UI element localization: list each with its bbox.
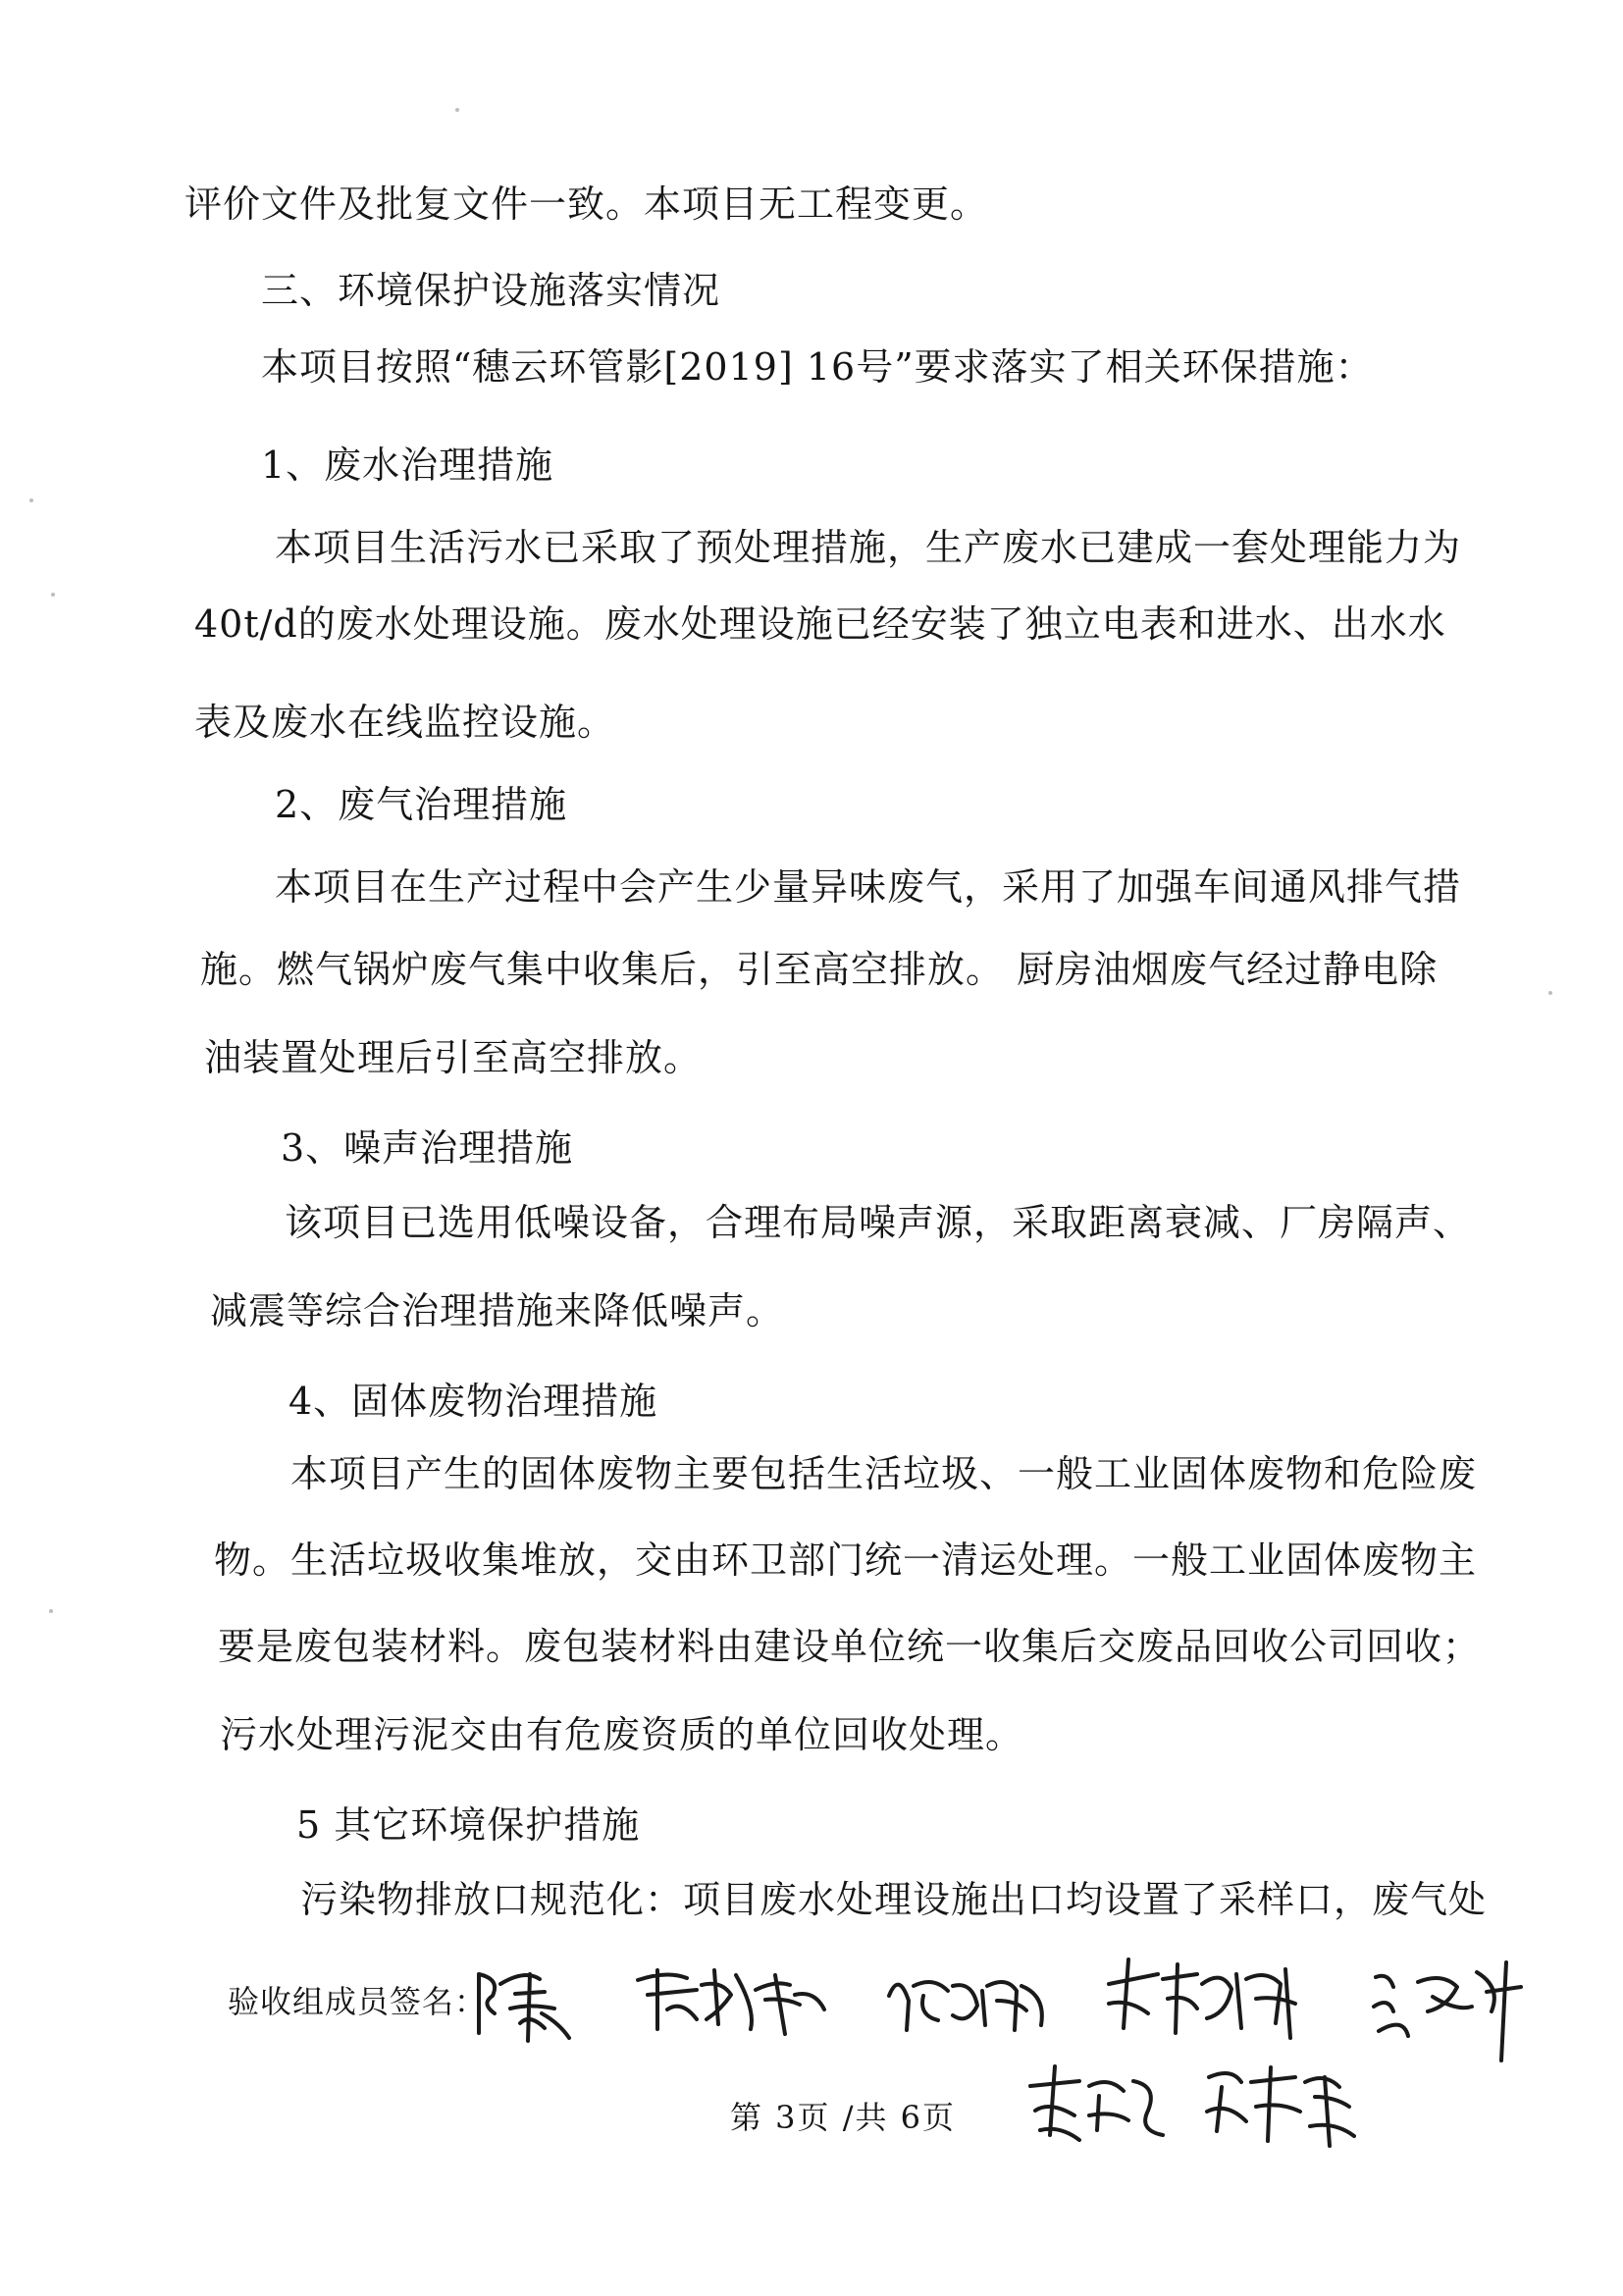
signature-3 — [879, 1957, 1056, 2040]
paragraph-line: 本项目生活污水已采取了预处理措施，生产废水已建成一套处理能力为 — [275, 526, 1462, 569]
paragraph-line: 污水处理污泥交由有危废资质的单位回收处理。 — [220, 1713, 1024, 1756]
subsection-heading: 4、固体废物治理措施 — [288, 1380, 658, 1423]
scan-speck — [29, 498, 33, 502]
section-heading: 三、环境保护设施落实情况 — [261, 269, 721, 312]
paragraph-line: 本项目产生的固体废物主要包括生活垃圾、一般工业固体废物和危险废 — [290, 1452, 1478, 1495]
signature-4 — [1099, 1945, 1315, 2043]
signature-1 — [471, 1955, 579, 2048]
paragraph-line: 40t/d的废水处理设施。废水处理设施已经安装了独立电表和进水、出水水 — [194, 602, 1446, 646]
paragraph-line: 本项目在生产过程中会产生少量异味废气，采用了加强车间通风排气措 — [275, 865, 1462, 909]
signature-7 — [1197, 2053, 1364, 2151]
subsection-heading: 5 其它环境保护措施 — [296, 1803, 641, 1847]
paragraph-line: 油装置处理后引至高空排放。 — [204, 1036, 703, 1079]
scan-speck — [1548, 991, 1552, 995]
paragraph-line: 施。燃气锅炉废气集中收集后，引至高空排放。 厨房油烟废气经过静电除 — [200, 948, 1439, 991]
signature-6 — [1021, 2057, 1178, 2145]
scan-speck — [51, 593, 55, 597]
subsection-heading: 2、废气治理措施 — [275, 783, 568, 826]
paragraph-line: 要是废包装材料。废包装材料由建设单位统一收集后交废品回收公司回收； — [218, 1625, 1482, 1668]
paragraph-line: 物。生活垃圾收集堆放，交由环卫部门统一清运处理。一般工业固体废物主 — [214, 1539, 1478, 1582]
scan-speck — [49, 1609, 53, 1613]
scan-speck — [455, 108, 459, 112]
paragraph-line: 污染物排放口规范化：项目废水处理设施出口均设置了采样口，废气处 — [300, 1878, 1488, 1921]
subsection-heading: 3、噪声治理措施 — [281, 1126, 574, 1170]
signature-2 — [628, 1951, 834, 2044]
signature-label: 验收组成员签名： — [228, 1983, 488, 2020]
paragraph-line: 表及废水在线监控设施。 — [194, 701, 616, 744]
page-footer: 第 3页 /共 6页 — [730, 2099, 957, 2136]
signature-5 — [1364, 1953, 1541, 2065]
paragraph-line: 该项目已选用低噪设备，合理布局噪声源，采取距离衰减、厂房隔声、 — [285, 1201, 1472, 1244]
paragraph-line: 评价文件及批复文件一致。本项目无工程变更。 — [184, 183, 989, 226]
paragraph-line: 本项目按照“穗云环管影[2019] 16号”要求落实了相关环保措施： — [261, 345, 1374, 389]
paragraph-line: 减震等综合治理措施来降低噪声。 — [210, 1289, 785, 1332]
subsection-heading: 1、废水治理措施 — [261, 444, 554, 487]
